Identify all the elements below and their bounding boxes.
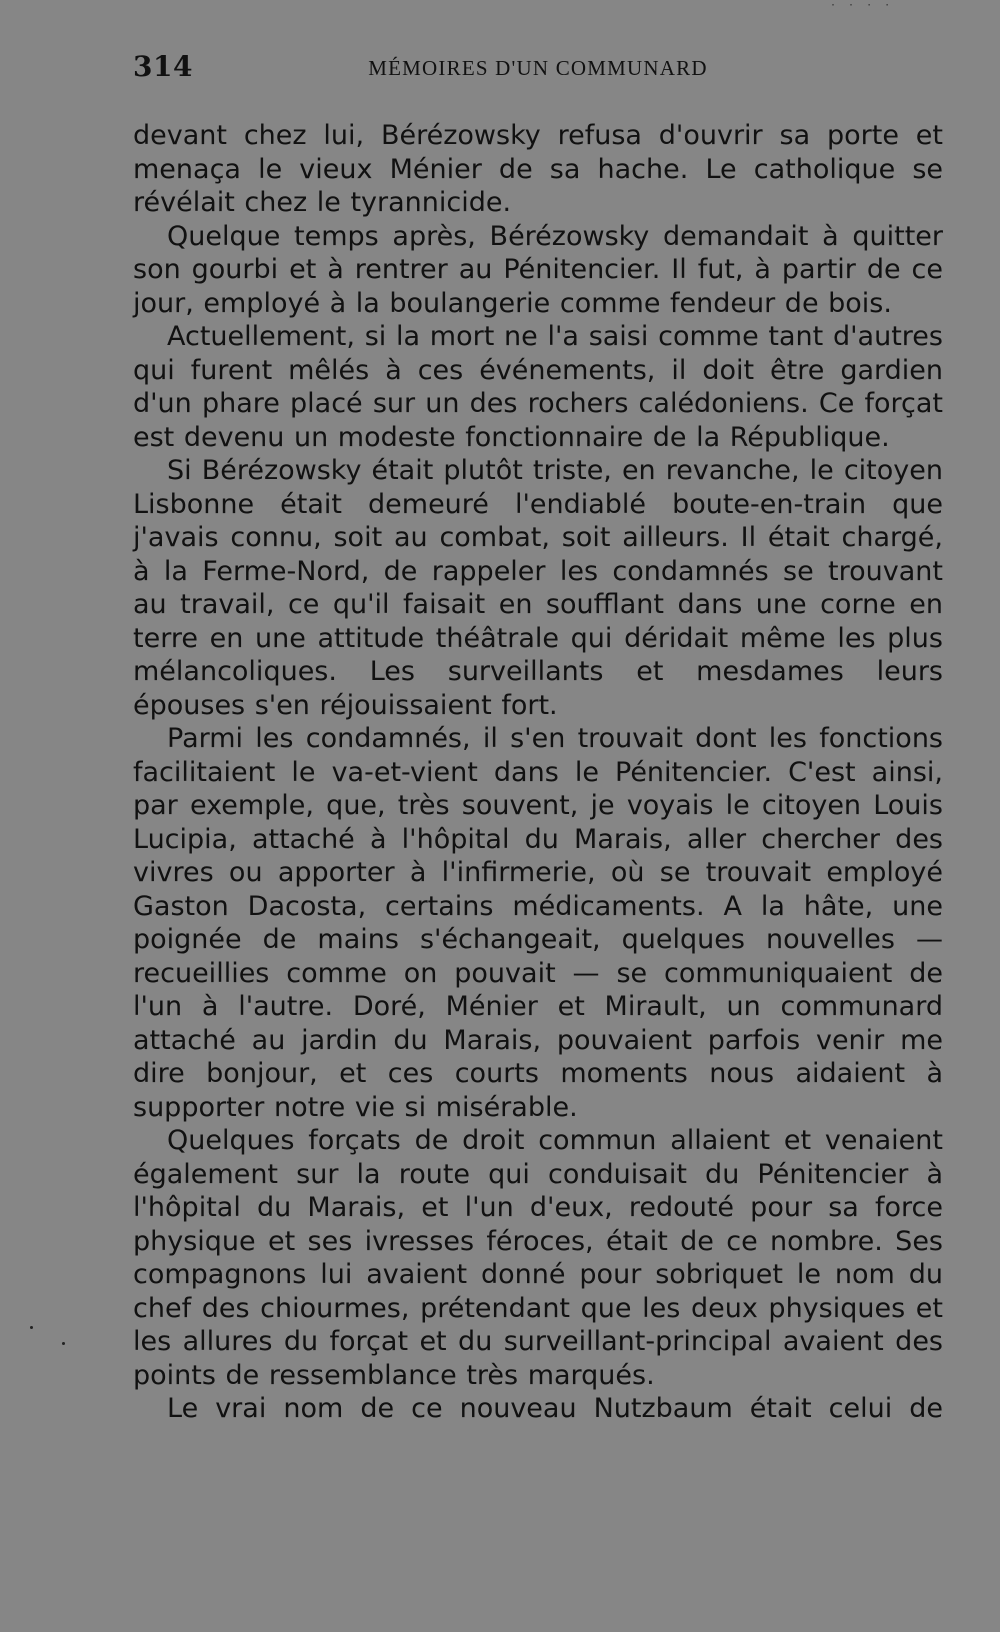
paragraph: Le vrai nom de ce nouveau Nutzbaum était celui de xyxy=(167,1393,943,1424)
page-header xyxy=(133,50,943,92)
paragraph: Si Bérézowsky était plutôt triste, en revanche, le citoyen Lisbonne était demeuré l'endiablé boute-en-train que j'avais connu, soit au combat, soit ailleurs. Il était chargé, à la Ferme-Nord, de rappeler les condamnés se trouvant au travail, ce qu'il faisait en soufflant dans une corne en terre en une attitude théâtrale qui déridait même les plus mélancoliques. Les surveillants et mesdames leurs épouses s'en réjouissaient fort. xyxy=(133,455,943,721)
scan-speck xyxy=(30,1326,33,1329)
paragraph: Quelque temps après, Bérézowsky demandait à quitter son gourbi et à rentrer au Pénitencier. Il fut, à partir de ce jour, employé à la boulangerie comme fendeur de bois. xyxy=(133,220,943,319)
scan-edge-marks: · · · · xyxy=(830,0,894,11)
paragraph: Actuellement, si la mort ne l'a saisi comme tant d'autres qui furent mêlés à ces événements, il doit être gardien d'un phare placé sur un des rochers calédoniens. Ce forçat est devenu un modeste fonctionnaire de la République. xyxy=(133,321,943,453)
scan-speck xyxy=(62,1342,65,1345)
paragraph: Quelques forçats de droit commun allaient et venaient également sur la route qui conduisait du Pénitencier à l'hôpital du Marais, et l'un d'eux, redouté pour sa force physique et ses ivresses féroces, était de ce nombre. Ses compagnons lui avaient donné pour sobriquet le nom du chef des chiourmes, prétendant que les deux physiques et les allures du forçat et du surveillant-principal avaient des points de ressemblance très marqués. xyxy=(133,1125,943,1391)
body-text xyxy=(133,119,943,1426)
paragraph: devant chez lui, Bérézowsky refusa d'ouvrir sa porte et menaça le vieux Ménier de sa hache. Le catholique se révélait chez le tyrannicide. xyxy=(133,120,943,218)
running-title: MÉMOIRES D'UN COMMUNARD xyxy=(368,56,708,80)
page-number: 314 xyxy=(133,50,193,83)
paragraph: Parmi les condamnés, il s'en trouvait dont les fonctions facilitaient le va-et-vient dans le Pénitencier. C'est ainsi, par exemple, que, très souvent, je voyais le citoyen Louis Lucipia, attaché à l'hôpital du Marais, aller chercher des vivres ou apporter à l'infirmerie, où se trouvait employé Gaston Dacosta, certains médicaments. A la hâte, une poignée de mains s'échangeait, quelques nouvelles — recueillies comme on pouvait — se communiquaient de l'un à l'autre. Doré, Ménier et Mirault, un communard attaché au jardin du Marais, pouvaient parfois venir me dire bonjour, et ces courts moments nous aidaient à supporter notre vie si misérable. xyxy=(133,723,943,1123)
